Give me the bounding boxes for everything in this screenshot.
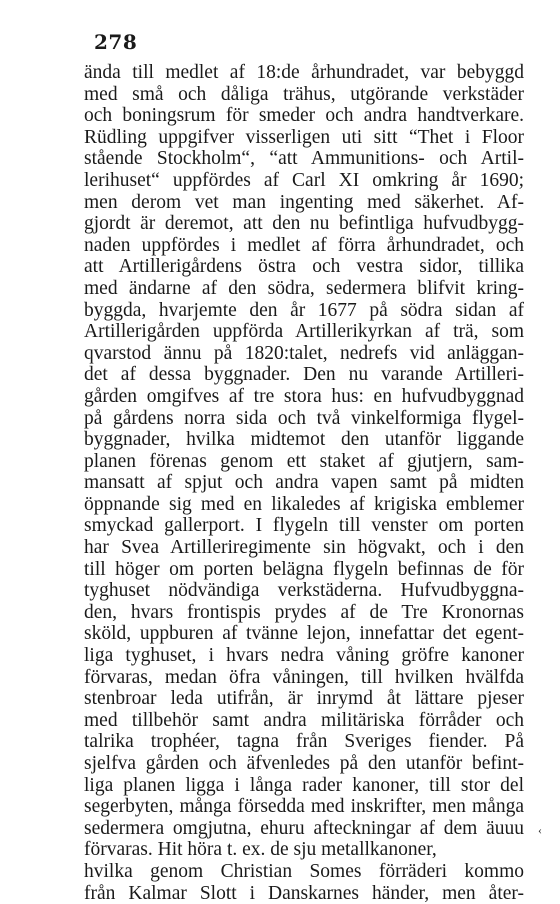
text-line: segerbyten, många försedda med inskrifter, men många [84, 796, 524, 818]
text-line: med tillbehör samt andra militäriska förråder och [84, 709, 524, 731]
text-line: gjordt är deremot, att den nu befintliga hufvudbygg- [84, 213, 524, 235]
text-line: ända till medlet af 18:de århundradet, var bebyggd [84, 62, 524, 83]
text-line: Rüdling uppgifver visserligen uti sitt “Thet i Floor [84, 126, 524, 148]
text-line: byggda, hvarjemte den år 1677 på södra sidan af [84, 299, 524, 321]
text-line: naden uppfördes i medlet af förra århundradet, och [84, 234, 524, 256]
text-line: men derom vet man ingenting med säkerhet. Af- [84, 191, 524, 213]
text-line: med ändarne af den södra, sedermera blifvit kring- [84, 277, 524, 299]
text-line: liga planen ligga i långa rader kanoner, till stor del [84, 774, 524, 796]
text-line: Artillerigården uppförda Artillerikyrkan af trä, som [84, 321, 524, 343]
text-line: och boningsrum för smeder och andra handtverkare. [84, 105, 524, 127]
text-line: stenbroar leda utifrån, är inrymd åt lättare pjeser [84, 688, 524, 710]
text-line: till höger om porten belägna flygeln befinnas de för [84, 558, 524, 580]
text-line: byggnader, hvilka midtemot den utanför liggande [84, 429, 524, 451]
text-line: förvaras. Hit höra t. ex. de sju metallkanoner, [84, 839, 437, 861]
text-line: har Svea Artilleriregimente sin högvakt, och i den [84, 537, 524, 559]
margin-mark: ‹ [538, 823, 542, 837]
text-line: sköld, uppburen af tvänne lejon, innefattar det egent- [84, 623, 524, 645]
text-line: att Artillerigårdens östra och vestra sidor, tillika [84, 256, 524, 278]
text-line: med små och dåliga trähus, utgörande verkstäder [84, 83, 524, 105]
text-line: lerihuset“ uppfördes af Carl XI omkring år 1690; [84, 169, 524, 191]
text-line: hvilka genom Christian Somes förräderi kommo [84, 860, 524, 882]
text-line: förvaras, medan öfra våningen, till hvilken hvälfda [84, 666, 524, 688]
text-line: från Kalmar Slott i Danskarnes händer, men åter- [84, 882, 524, 904]
text-line: sedermera omgjutna, ehuru afteckningar af dem äuuu [84, 817, 524, 839]
text-line: mansatt af spjut och andra vapen samt på midten [84, 472, 524, 494]
text-line: sjelfva gården och äfvenledes på den utanför befint- [84, 753, 524, 774]
text-line: tyghuset nödvändiga verkstäderna. Hufvudbyggna- [84, 580, 524, 602]
text-line: liga tyghuset, i hvars nedra våning gröfre kanoner [84, 645, 524, 667]
text-line: smyckad gallerport. I flygeln till venster om porten [84, 515, 524, 537]
text-line: qvarstod ännu på 1820:talet, nedrefs vid anläggan- [84, 342, 524, 364]
text-line: på gårdens norra sida och två vinkelformiga flygel- [84, 407, 524, 429]
text-line: planen förenas genom ett staket af gjutjern, sam- [84, 450, 524, 472]
body-text [84, 62, 524, 904]
text-line: gården omgifves af tre stora hus: en hufvudbyggnad [84, 385, 524, 407]
text-line: talrika trophéer, tagna från Sveriges fiender. På [84, 731, 524, 753]
text-line: det af dessa byggnader. Den nu varande Artilleri- [84, 364, 524, 386]
text-line: stående Stockholm“, “att Ammunitions- och Artil- [84, 148, 524, 170]
text-line: den, hvars frontispis prydes af de Tre Kronornas [84, 601, 524, 623]
text-line: öppnande sig med en likaledes af krigiska emblemer [84, 493, 524, 515]
page-number: 278 [94, 30, 138, 54]
